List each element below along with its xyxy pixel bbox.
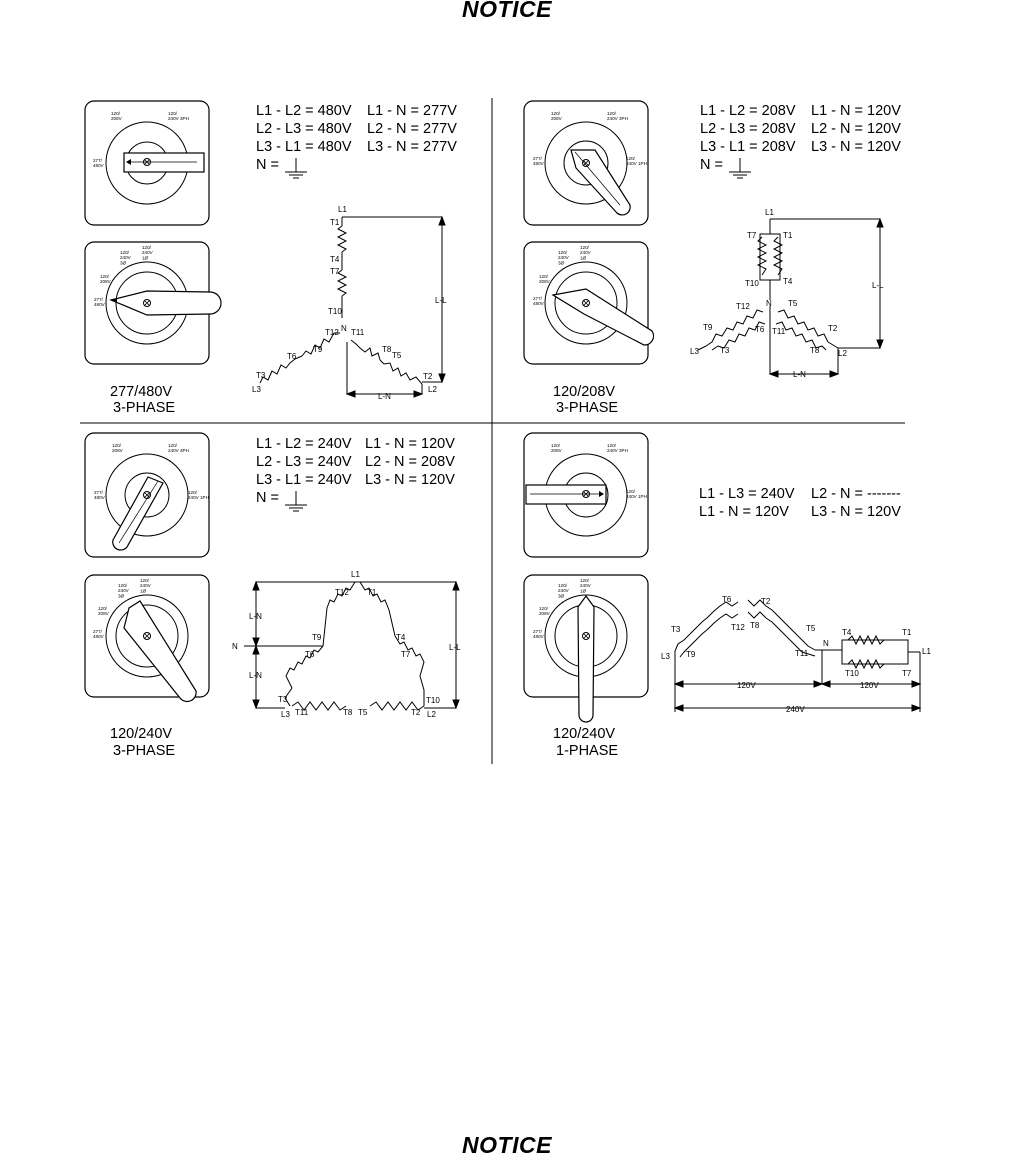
label-panels-3-wiring-V120b: 120V — [860, 681, 879, 690]
label-terminals-0: T1 — [367, 588, 377, 597]
label-panels-2-wiring-LL: L-L — [449, 643, 461, 652]
label-panels-3-switch_top-ul: 120/ 208V — [551, 443, 562, 454]
label-terminals-3: T4 — [842, 628, 852, 637]
label-terminals-7: T8 — [343, 708, 353, 717]
label-panels-0-equations-0-0: L1 - L2 = 480V — [256, 103, 352, 119]
label-panels-3-switch_bottom-ml: 120/ 208V — [539, 606, 550, 617]
label-panels-1-wiring-L3: L3 — [690, 347, 699, 356]
label-terminals-9: T10 — [745, 279, 759, 288]
switch-bottom — [85, 242, 221, 364]
panel-120-240-3ph — [85, 433, 461, 759]
label-terminals-5: T6 — [722, 595, 732, 604]
label-terminals-6: T7 — [401, 650, 411, 659]
label-panels-2-wiring-LN: L-N — [249, 612, 262, 621]
ground-icon — [285, 491, 307, 511]
label-panels-2-switch_bottom-t1: 120/ 240V 3Ø — [118, 583, 129, 599]
label-terminals-1: T2 — [761, 597, 771, 606]
label-panels-2-equations-0-1: L1 - N = 120V — [365, 436, 455, 452]
switch-top-ul-label: 120/ 208V — [111, 111, 122, 122]
label-panels-2-wiring-L3: L3 — [281, 710, 290, 719]
label-panels-2-neutral_label: N = — [256, 490, 279, 506]
label-panels-2-wiring-L2: L2 — [427, 710, 436, 719]
label-terminals-6: T7 — [747, 231, 757, 240]
ground-icon — [285, 158, 307, 178]
label-terminals-4: T5 — [392, 351, 402, 360]
label-terminals-1: T2 — [411, 708, 421, 717]
label-panels-0-equations-2-1: L3 - N = 277V — [367, 139, 457, 155]
label-panels-1-caption_line2: 3-PHASE — [556, 400, 619, 416]
label-panels-2-caption_line1: 120/240V — [110, 726, 173, 742]
label-panels-3-wiring-V240: 240V — [786, 705, 805, 714]
voltage-equations — [699, 486, 901, 520]
terminal-labels — [252, 205, 447, 401]
label-terminals-2: T3 — [278, 695, 288, 704]
label-terminals-8: T9 — [686, 650, 696, 659]
label-terminals-0: T1 — [902, 628, 912, 637]
label-panels-3-wiring-N: N — [823, 639, 829, 648]
label-terminals-1: T2 — [423, 372, 433, 381]
label-panels-3-switch_top-mr: 120/ 240V 1PH — [626, 489, 647, 500]
label-terminals-0: T1 — [783, 231, 793, 240]
label-panels-3-wiring-L1: L1 — [922, 647, 931, 656]
label-panels-0-wiring-L3: L3 — [252, 385, 261, 394]
label-panels-0-wiring-N: N — [341, 324, 347, 333]
notice-top: NOTICE — [462, 0, 552, 22]
switch-bottom-ml: 120/ 208V — [100, 274, 111, 285]
label-panels-2-switch_top-ur: 120/ 240V 3PH — [168, 443, 189, 454]
label-terminals-8: T9 — [313, 345, 323, 354]
label-panels-1-switch_top-ul: 120/ 208V — [551, 111, 562, 122]
label-terminals-11: T12 — [325, 328, 339, 337]
label-panels-1-wiring-LN: L-N — [793, 370, 806, 379]
switch-top-ur-label: 120/ 240V 3PH — [168, 111, 189, 122]
wiring-diagram — [260, 217, 445, 397]
label-terminals-7: T8 — [382, 345, 392, 354]
label-terminals-3: T4 — [783, 277, 793, 286]
label-terminals-9: T10 — [328, 307, 342, 316]
label-panels-2-wiring-N: N — [232, 642, 238, 651]
label-terminals-10: T11 — [295, 708, 309, 717]
label-panels-3-switch_bottom-t2: 120/ 240V 1Ø — [580, 578, 591, 594]
label-terminals-1: T2 — [828, 324, 838, 333]
label-panels-2-wiring-L1: L1 — [351, 570, 360, 579]
switch-bottom — [524, 242, 654, 364]
label-panels-2-switch_bottom-ml: 120/ 208V — [98, 606, 109, 617]
label-panels-0-wiring-LL: L-L — [435, 296, 447, 305]
switch-top — [524, 101, 648, 225]
label-terminals-5: T6 — [305, 650, 315, 659]
notice-bottom: NOTICE — [462, 1132, 552, 1158]
label-panels-2-switch_top-mr: 120/ 240V 1PH — [188, 490, 209, 501]
label-panels-1-equations-0-0: L1 - L2 = 208V — [700, 103, 796, 119]
label-panels-0-equations-2-0: L3 - L1 = 480V — [256, 139, 352, 155]
label-terminals-4: T5 — [806, 624, 816, 633]
label-panels-3-equations-0-0: L1 - L3 = 240V — [699, 486, 795, 502]
label-panels-3-wiring-L3: L3 — [661, 652, 670, 661]
label-terminals-6: T7 — [902, 669, 912, 678]
label-panels-2-switch_top-ml: 277/ 480V — [94, 490, 105, 501]
label-panels-1-switch_bottom-t2: 120/ 240V 1Ø — [580, 245, 591, 261]
label-panels-1-caption_line1: 120/208V — [553, 384, 616, 400]
label-terminals-3: T4 — [396, 633, 406, 642]
label-panels-3-caption_line1: 120/240V — [553, 726, 616, 742]
switch-top — [524, 433, 648, 557]
label-terminals-2: T3 — [671, 625, 681, 634]
label-panels-1-wiring-L1: L1 — [765, 208, 774, 217]
label-panels-0-equations-0-1: L1 - N = 277V — [367, 103, 457, 119]
switch-bottom-t1: 120/ 240V 3Ø — [120, 250, 131, 266]
switch-bottom-ll: 277/ 480V — [94, 297, 105, 308]
label-terminals-10: T11 — [795, 649, 809, 658]
label-panels-1-switch_bottom-ll: 277/ 480V — [533, 296, 544, 307]
label-panels-1-switch_bottom-ml: 120/ 208V — [539, 274, 550, 285]
label-terminals-5: T6 — [287, 352, 297, 361]
label-terminals-8: T9 — [703, 323, 713, 332]
label-panels-3-equations-0-1: L2 - N = ------- — [811, 486, 901, 502]
label-panels-2-caption_line2: 3-PHASE — [113, 743, 176, 759]
label-panels-1-wiring-L2: L2 — [838, 349, 847, 358]
panel-120-208 — [524, 101, 901, 416]
voltage-equations — [256, 103, 457, 178]
label-panels-0-wiring-L2: L2 — [428, 385, 437, 394]
label-panels-3-switch_bottom-t1: 120/ 240V 3Ø — [558, 583, 569, 599]
label-terminals-4: T5 — [358, 708, 368, 717]
label-terminals-7: T8 — [750, 621, 760, 630]
label-panels-1-equations-2-1: L3 - N = 120V — [811, 139, 901, 155]
label-panels-1-neutral_label: N = — [700, 157, 723, 173]
label-panels-2-equations-1-1: L2 - N = 208V — [365, 454, 455, 470]
label-terminals-0: T1 — [330, 218, 340, 227]
switch-bottom — [85, 575, 209, 702]
label-panels-3-equations-1-1: L3 - N = 120V — [811, 504, 901, 520]
label-terminals-11: T12 — [736, 302, 750, 311]
switch-top-ml-label: 277/ 480V — [93, 158, 104, 169]
label-terminals-6: T7 — [330, 267, 340, 276]
label-terminals-2: T3 — [256, 371, 266, 380]
label-panels-1-switch_top-ur: 120/ 240V 3PH — [607, 111, 628, 122]
label-panels-2-switch_bottom-ll: 277/ 480V — [93, 629, 104, 640]
label-panels-3-equations-1-0: L1 - N = 120V — [699, 504, 789, 520]
ground-icon — [729, 158, 751, 178]
label-panels-1-switch_bottom-t1: 120/ 240V 3Ø — [558, 250, 569, 266]
label-panels-0-wiring-L1: L1 — [338, 205, 347, 214]
label-panels-2-wiring-LN: L-N — [249, 671, 262, 680]
panel-120-240-1ph — [524, 433, 931, 759]
label-panels-0-equations-1-0: L2 - L3 = 480V — [256, 121, 352, 137]
caption-line1: 277/480V — [110, 384, 173, 400]
label-panels-2-equations-2-1: L3 - N = 120V — [365, 472, 455, 488]
voltage-equations — [700, 103, 901, 178]
label-terminals-11: T12 — [731, 623, 745, 632]
terminal-labels — [232, 570, 461, 719]
switch-top — [85, 101, 209, 225]
label-terminals-7: T8 — [810, 346, 820, 355]
label-panels-3-wiring-V120a: 120V — [737, 681, 756, 690]
switch-top — [85, 433, 209, 557]
label-panels-1-equations-1-1: L2 - N = 120V — [811, 121, 901, 137]
label-panels-1-equations-1-0: L2 - L3 = 208V — [700, 121, 796, 137]
label-panels-1-wiring-N: N — [766, 299, 772, 308]
wiring-diagram — [244, 582, 459, 710]
voltage-equations — [256, 436, 455, 511]
label-terminals-10: T11 — [772, 327, 786, 336]
label-panels-2-switch_bottom-t2: 120/ 240V 1Ø — [140, 578, 151, 594]
label-terminals-9: T10 — [845, 669, 859, 678]
label-panels-2-equations-2-0: L3 - L1 = 240V — [256, 472, 352, 488]
label-terminals-11: T12 — [335, 588, 349, 597]
label-panels-1-wiring-LL: L-L — [872, 281, 884, 290]
label-panels-0-wiring-LN: L-N — [378, 392, 391, 401]
label-panels-3-switch_bottom-ll: 277/ 480V — [533, 629, 544, 640]
label-terminals-9: T10 — [426, 696, 440, 705]
label-panels-0-equations-1-1: L2 - N = 277V — [367, 121, 457, 137]
switch-bottom — [524, 575, 648, 722]
label-panels-3-switch_top-ur: 120/ 240V 3PH — [607, 443, 628, 454]
label-terminals-5: T6 — [755, 325, 765, 334]
label-panels-2-equations-1-0: L2 - L3 = 240V — [256, 454, 352, 470]
switch-bottom-t2: 120/ 240V 1Ø — [142, 245, 153, 261]
label-terminals-10: T11 — [351, 328, 365, 337]
label-panels-1-switch_top-ml: 277/ 480V — [533, 156, 544, 167]
label-panels-2-equations-0-0: L1 - L2 = 240V — [256, 436, 352, 452]
panel-277-480 — [85, 101, 457, 416]
label-terminals-4: T5 — [788, 299, 798, 308]
label-panels-3-caption_line2: 1-PHASE — [556, 743, 619, 759]
label-panels-1-switch_top-mr: 120/ 240V 1PH — [626, 156, 647, 167]
label-terminals-2: T3 — [720, 346, 730, 355]
terminal-labels — [690, 208, 884, 379]
label-terminals-3: T4 — [330, 255, 340, 264]
label-panels-1-equations-0-1: L1 - N = 120V — [811, 103, 901, 119]
neutral-label: N = — [256, 157, 279, 173]
caption-line2: 3-PHASE — [113, 400, 176, 416]
label-terminals-8: T9 — [312, 633, 322, 642]
label-panels-2-switch_top-ul: 120/ 208V — [112, 443, 123, 454]
terminal-labels — [661, 595, 931, 714]
label-panels-1-equations-2-0: L3 - L1 = 208V — [700, 139, 796, 155]
